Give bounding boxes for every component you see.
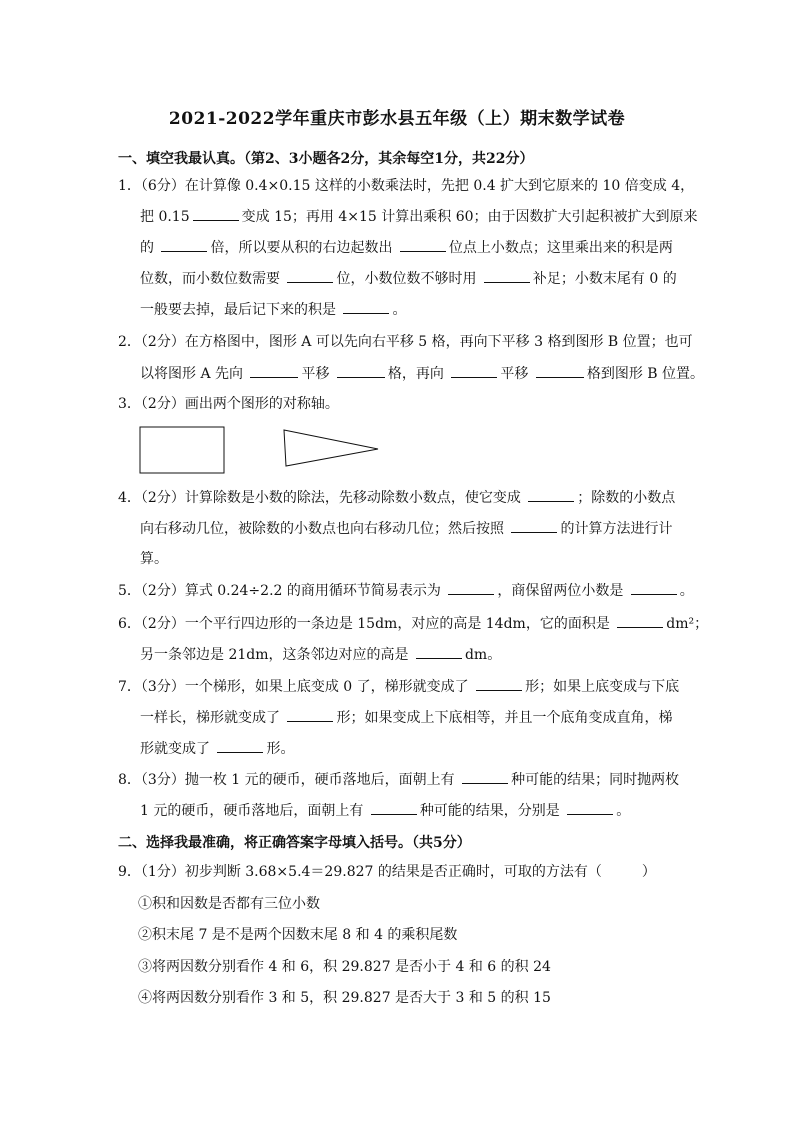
q7-text: 形；如果上底变成与下底 bbox=[525, 679, 680, 695]
answer-blank[interactable] bbox=[451, 363, 497, 378]
answer-blank[interactable] bbox=[217, 738, 263, 753]
q7-line-2 bbox=[140, 707, 672, 728]
q1-text: 一般要去掉，最后记下来的积是 bbox=[140, 302, 336, 318]
q7-line-3 bbox=[140, 738, 294, 759]
q1-text: 的 bbox=[140, 240, 154, 256]
q2-line-2 bbox=[140, 363, 704, 384]
q1-line-2 bbox=[140, 206, 698, 227]
q1-text: 位，小数位数不够时用 bbox=[336, 271, 477, 287]
q4-text: 的计算方法进行计 bbox=[560, 521, 673, 537]
q4-text: 向右移动几位，被除数的小数点也向右移动几位；然后按照 bbox=[140, 521, 504, 537]
answer-blank[interactable] bbox=[337, 363, 385, 378]
q7-text: 形。 bbox=[266, 741, 295, 757]
answer-blank[interactable] bbox=[416, 644, 462, 659]
answer-blank[interactable] bbox=[250, 363, 298, 378]
q5-line-1 bbox=[118, 580, 694, 601]
q1-text: 把 0.15 bbox=[140, 209, 190, 225]
section-2-heading: 二、选择我最准确，将正确答案字母填入括号。（共5分） bbox=[118, 835, 471, 851]
answer-blank[interactable] bbox=[448, 580, 494, 595]
q6-text: dm²； bbox=[666, 616, 709, 632]
q9-option-3: ③将两因数分别看作 4 和 6，积 29.827 是否小于 4 和 6 的积 24 bbox=[138, 959, 551, 975]
answer-blank[interactable] bbox=[161, 237, 207, 252]
answer-blank[interactable] bbox=[484, 268, 530, 283]
q8-line-2 bbox=[140, 800, 630, 821]
q5-text: 。 bbox=[679, 583, 694, 599]
rectangle-shape bbox=[140, 427, 224, 473]
page-title: 2021-2022学年重庆市彭水县五年级（上）期末数学试卷 bbox=[168, 109, 626, 129]
answer-blank[interactable] bbox=[193, 206, 239, 221]
q6-line-1 bbox=[118, 613, 708, 634]
q6-text: 6．（2分）一个平行四边形的一条边是 15dm，对应的高是 14dm，它的面积是 bbox=[118, 616, 610, 632]
q1-text: 位数，而小数位数需要 bbox=[140, 271, 280, 287]
answer-blank[interactable] bbox=[462, 769, 508, 784]
triangle-shape bbox=[284, 430, 378, 466]
q2-text: 以将图形 A 先向 bbox=[140, 366, 244, 382]
q1-text: 补足；小数末尾有 0 的 bbox=[532, 271, 677, 287]
q8-text: 8．（3分）抛一枚 1 元的硬币，硬币落地后，面朝上有 bbox=[118, 772, 455, 788]
q4-text: 4．（2分）计算除数是小数的除法，先移动除数小数点，使它变成 bbox=[118, 490, 521, 506]
q9-option-1: ①积和因数是否都有三位小数 bbox=[138, 896, 320, 912]
answer-blank[interactable] bbox=[536, 363, 584, 378]
q5-text: 5．（2分）算式 0.24÷2.2 的商用循环节简易表示为 bbox=[118, 583, 441, 599]
answer-blank[interactable] bbox=[287, 707, 333, 722]
q7-line-1 bbox=[118, 676, 679, 697]
q9-option-2: ②积末尾 7 是不是两个因数末尾 8 和 4 的乘积尾数 bbox=[138, 927, 458, 943]
answer-blank[interactable] bbox=[617, 613, 663, 628]
answer-blank[interactable] bbox=[287, 268, 333, 283]
q1-line-4 bbox=[140, 268, 677, 289]
q8-line-1 bbox=[118, 769, 679, 790]
q6-text: dm。 bbox=[464, 647, 502, 663]
q7-text: 一样长，梯形就变成了 bbox=[140, 710, 280, 726]
answer-blank[interactable] bbox=[528, 487, 574, 502]
q7-text: 形；如果变成上下底相等，并且一个底角变成直角，梯 bbox=[336, 710, 673, 726]
q4-line-1 bbox=[118, 487, 675, 508]
q7-text: 7．（3分）一个梯形，如果上底变成 0 了，梯形就变成了 bbox=[118, 679, 469, 695]
answer-blank[interactable] bbox=[371, 800, 417, 815]
q3-line-1: 3．（2分）画出两个图形的对称轴。 bbox=[118, 396, 339, 412]
q4-line-3: 算。 bbox=[140, 551, 168, 567]
q8-text: 1 元的硬币，硬币落地后，面朝上有 bbox=[140, 803, 364, 819]
q6-line-2 bbox=[140, 644, 501, 665]
answer-blank[interactable] bbox=[400, 237, 446, 252]
q8-text: 种可能的结果，分别是 bbox=[419, 803, 560, 819]
answer-blank[interactable] bbox=[631, 580, 677, 595]
q5-text: ，商保留两位小数是 bbox=[497, 583, 624, 599]
q2-text: 平移 bbox=[301, 366, 330, 382]
q2-text: 平移 bbox=[500, 366, 529, 382]
q8-text: 。 bbox=[616, 803, 631, 819]
q1-text: 变成 15；再用 4×15 计算出乘积 60；由于因数扩大引起积被扩大到原来 bbox=[241, 209, 698, 225]
q1-text: 。 bbox=[392, 302, 407, 318]
q1-text: 倍，所以要从积的右边起数出 bbox=[210, 240, 393, 256]
answer-blank[interactable] bbox=[476, 676, 522, 691]
q9-text: ） bbox=[641, 864, 656, 880]
q6-text: 另一条邻边是 21dm，这条邻边对应的高是 bbox=[140, 647, 409, 663]
answer-blank[interactable] bbox=[567, 800, 613, 815]
section-1-heading: 一、填空我最认真。（第2、3小题各2分，其余每空1分，共22分） bbox=[118, 151, 534, 167]
q2-line-1: 2．（2分）在方格图中，图形 A 可以先向右平移 5 格，再向下平移 3 格到图形 B 位置；也可 bbox=[118, 334, 693, 350]
q1-line-3 bbox=[140, 237, 673, 258]
answer-blank[interactable] bbox=[511, 518, 557, 533]
q1-line-1: 1．（6分）在计算像 0.4×0.15 这样的小数乘法时，先把 0.4 扩大到它原来的 10 倍变成 4， bbox=[118, 178, 695, 194]
q9-option-4: ④将两因数分别看作 3 和 5，积 29.827 是否大于 3 和 5 的积 15 bbox=[138, 990, 551, 1006]
q2-text: 格，再向 bbox=[387, 366, 444, 382]
q3-figures bbox=[138, 425, 398, 475]
q7-text: 形就变成了 bbox=[140, 741, 210, 757]
q8-text: 种可能的结果；同时抛两枚 bbox=[511, 772, 680, 788]
q9-text: 9．（1分）初步判断 3.68×5.4＝29.827 的结果是否正确时，可取的方法有（ bbox=[118, 864, 602, 880]
q1-text: 位点上小数点；这里乘出来的积是两 bbox=[448, 240, 673, 256]
q4-text: ；除数的小数点 bbox=[577, 490, 676, 506]
q4-line-2 bbox=[140, 518, 672, 539]
q2-text: 格到图形 B 位置。 bbox=[586, 366, 705, 382]
q9-line-1 bbox=[118, 862, 656, 882]
answer-blank[interactable] bbox=[343, 299, 389, 314]
q1-line-5 bbox=[140, 299, 406, 320]
